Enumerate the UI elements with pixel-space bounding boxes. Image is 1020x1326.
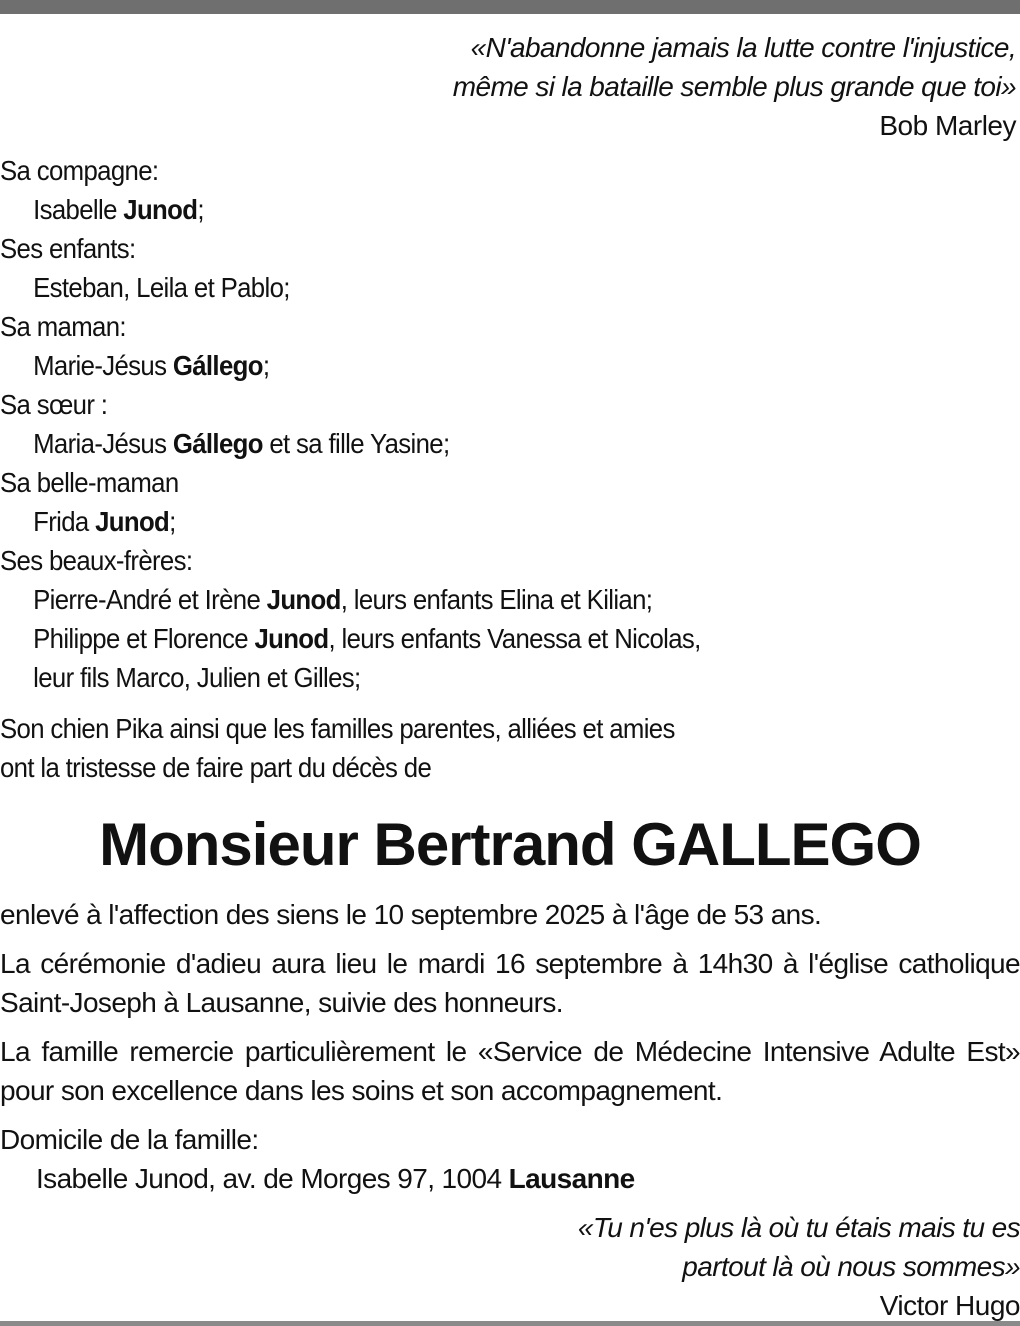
children-names: Esteban, Leila et Pablo; (33, 272, 290, 303)
ceremony-text: La cérémonie d'adieu aura lieu le mardi 16 septembre à 14h30 à l'église catholique Saint-Joseph à Lausanne, suivie des honneurs. (0, 948, 1020, 1018)
quote-bottom-line1: «Tu n'es plus là où tu étais mais tu es (577, 1212, 1020, 1243)
deceased-name: Monsieur Bertrand GALLEGO (99, 811, 921, 878)
domicile-label: Domicile de la famille: (0, 1124, 259, 1155)
top-rule (0, 0, 1020, 14)
quote-top (0, 28, 1016, 145)
quote-top-line2: même si la bataille semble plus grande que toi» (452, 71, 1016, 102)
quote-bottom-author: Victor Hugo (879, 1290, 1020, 1321)
obituary-notice (0, 28, 1020, 1325)
brother-in-law-2: Philippe et Florence Junod, leurs enfants Vanessa et Nicolas, (33, 623, 701, 654)
brother-in-law-1: Pierre-André et Irène Junod, leurs enfants Elina et Kilian; (33, 584, 653, 615)
children-label: Ses enfants: (0, 233, 136, 264)
companion-label: Sa compagne: (0, 155, 159, 186)
brothers-in-law-label: Ses beaux-frères: (0, 545, 193, 576)
domicile (0, 1120, 1020, 1198)
mother-in-law-label: Sa belle-maman (0, 467, 179, 498)
quote-top-author: Bob Marley (879, 110, 1016, 141)
quote-bottom (0, 1208, 1020, 1325)
brother-in-law-2-children: leur fils Marco, Julien et Gilles; (33, 662, 361, 693)
domicile-address: Isabelle Junod, av. de Morges 97, 1004 Lausanne (36, 1163, 635, 1194)
mother-in-law-name: Frida Junod; (33, 506, 176, 537)
death-line: enlevé à l'affection des siens le 10 septembre 2025 à l'âge de 53 ans. (0, 899, 822, 930)
quote-bottom-line2: partout là où nous sommes» (682, 1251, 1020, 1282)
mother-name: Marie-Jésus Gállego; (33, 350, 270, 381)
bottom-rule (0, 1321, 1020, 1326)
sister-label: Sa sœur : (0, 389, 108, 420)
mother-label: Sa maman: (0, 311, 126, 342)
quote-top-line1: «N'abandonne jamais la lutte contre l'injustice, (470, 32, 1016, 63)
intro-line2: ont la tristesse de faire part du décès de (0, 752, 432, 783)
sister-name: Maria-Jésus Gállego et sa fille Yasine; (33, 428, 450, 459)
thanks-text: La famille remercie particulièrement le «Service de Médecine Intensive Adulte Est» pour son excellence dans les soins et son accompagnement. (0, 1036, 1020, 1106)
companion-name: Isabelle Junod; (33, 194, 204, 225)
family-list (0, 151, 1019, 697)
intro-text (0, 709, 1019, 787)
intro-line1: Son chien Pika ainsi que les familles parentes, alliées et amies (0, 713, 675, 744)
